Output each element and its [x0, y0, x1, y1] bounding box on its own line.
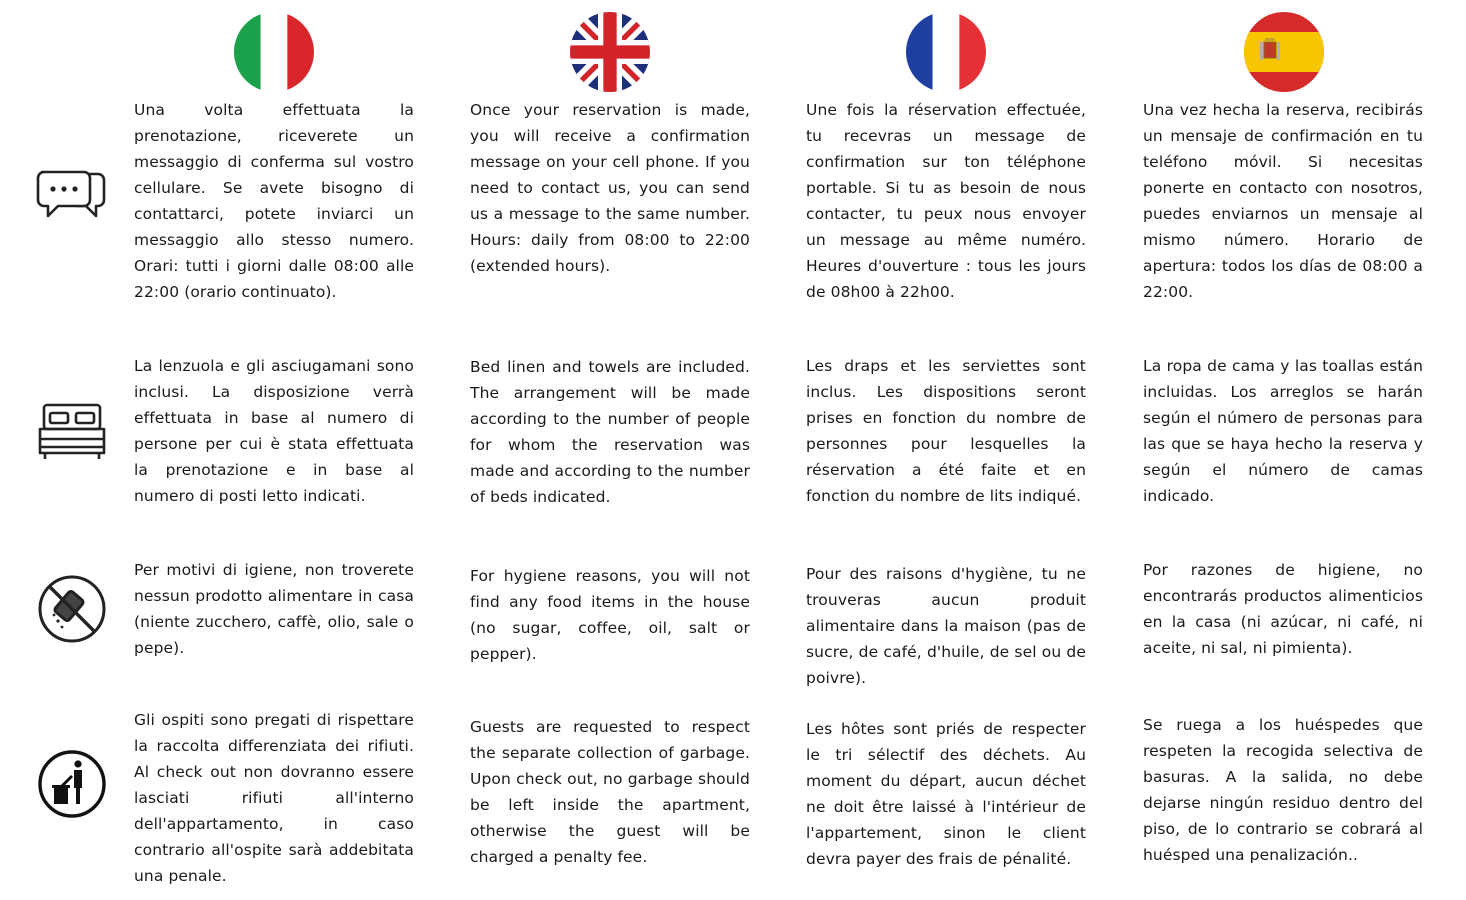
recycle-trash-icon [36, 748, 108, 820]
food-text-it: Per motivi di igiene, non troverete nessun prodotto alimentare in casa (niente zucchero, caffè, olio, sale o pepe). [134, 561, 414, 657]
garbage-text-en: Guests are requested to respect the separate collection of garbage. Upon check out, no garbage should be left inside the apartment, otherwise the guest will be charged a penalty fee. [470, 718, 750, 866]
food-text-fr: Pour des raisons d'hygiène, tu ne trouveras aucun produit alimentaire dans la maison (pas de sucre, de café, d'huile, de sel ou de poivre). [806, 565, 1086, 687]
france-flag [906, 12, 986, 92]
linen-text-fr: Les draps et les serviettes sont inclus. Les dispositions seront prises en fonction du nombre de personnes pour lesquelles la réservation a été faite et en fonction du nombre de lits indiqué. [806, 357, 1086, 505]
garbage-text-fr: Les hôtes sont priés de respecter le tri sélectif des déchets. Au moment du départ, aucun déchet ne doit être laissé à l'intérieur de l'appartement, sinon le client devra payer des frais de pénalité. [806, 720, 1086, 868]
bed-icon [36, 395, 108, 467]
food-text-es: Por razones de higiene, no encontrarás productos alimenticios en la casa (ni azúcar, ni café, ni aceite, ni sal, ni pimienta). [1143, 561, 1423, 657]
linen-text-es: La ropa de cama y las toallas están incluidas. Los arreglos se harán según el número de personas para las que se haya hecho la reserva y según el número de camas indicado. [1143, 357, 1423, 505]
messaging-text-es: Una vez hecha la reserva, recibirás un mensaje de confirmación en tu teléfono móvil. Si necesitas ponerte en contacto con nosotros, puedes enviarnos un mensaje al mismo número. Horario de apertura: todos los días de 08:00 a 22:00. [1143, 101, 1423, 301]
messaging-text-en: Once your reservation is made, you will receive a confirmation message on your cell phone. If you need to contact us, you can send us a message to the same number. Hours: daily from 08:00 to 22:00 (extended hours). [470, 101, 750, 275]
linen-text-it: La lenzuola e gli asciugamani sono inclusi. La disposizione verrà effettuata in base al numero di persone per cui è stata effettuata la prenotazione e in base al numero di posti letto indicati. [134, 357, 414, 505]
garbage-text-it: Gli ospiti sono pregati di rispettare la raccolta differenziata dei rifiuti. Al check out non dovranno essere lasciati rifiuti all'interno dell'appartamento, in caso contrario all'ospite sarà addebitata una penale. [134, 711, 414, 885]
messaging-text-fr: Une fois la réservation effectuée, tu recevras un message de confirmation sur ton téléphone portable. Si tu as besoin de nous contacter, tu peux nous envoyer un message au même numéro. Heures d'ouverture : tous les jours de 08h00 à 22h00. [806, 101, 1086, 301]
no-food-icon [36, 573, 108, 645]
spain-flag [1244, 12, 1324, 92]
messaging-text-it: Una volta effettuata la prenotazione, riceverete un messaggio di conferma sul vostro cellulare. Se avete bisogno di contattarci, potete inviarci un messaggio allo stesso numero. Orari: tutti i giorni dalle 08:00 alle 22:00 (orario continuato). [134, 101, 414, 301]
uk-flag [570, 12, 650, 92]
linen-text-en: Bed linen and towels are included. The arrangement will be made according to the number of people for whom the reservation was made and according to the number of beds indicated. [470, 358, 750, 506]
italy-flag [234, 12, 314, 92]
garbage-text-es: Se ruega a los huéspedes que respeten la recogida selectiva de basuras. A la salida, no debe dejarse ningún residuo dentro del piso, de lo contrario se cobrará al huésped una penalización.. [1143, 716, 1423, 864]
food-text-en: For hygiene reasons, you will not find any food items in the house (no sugar, coffee, oil, salt or pepper). [470, 567, 750, 663]
chat-icon [36, 160, 108, 232]
